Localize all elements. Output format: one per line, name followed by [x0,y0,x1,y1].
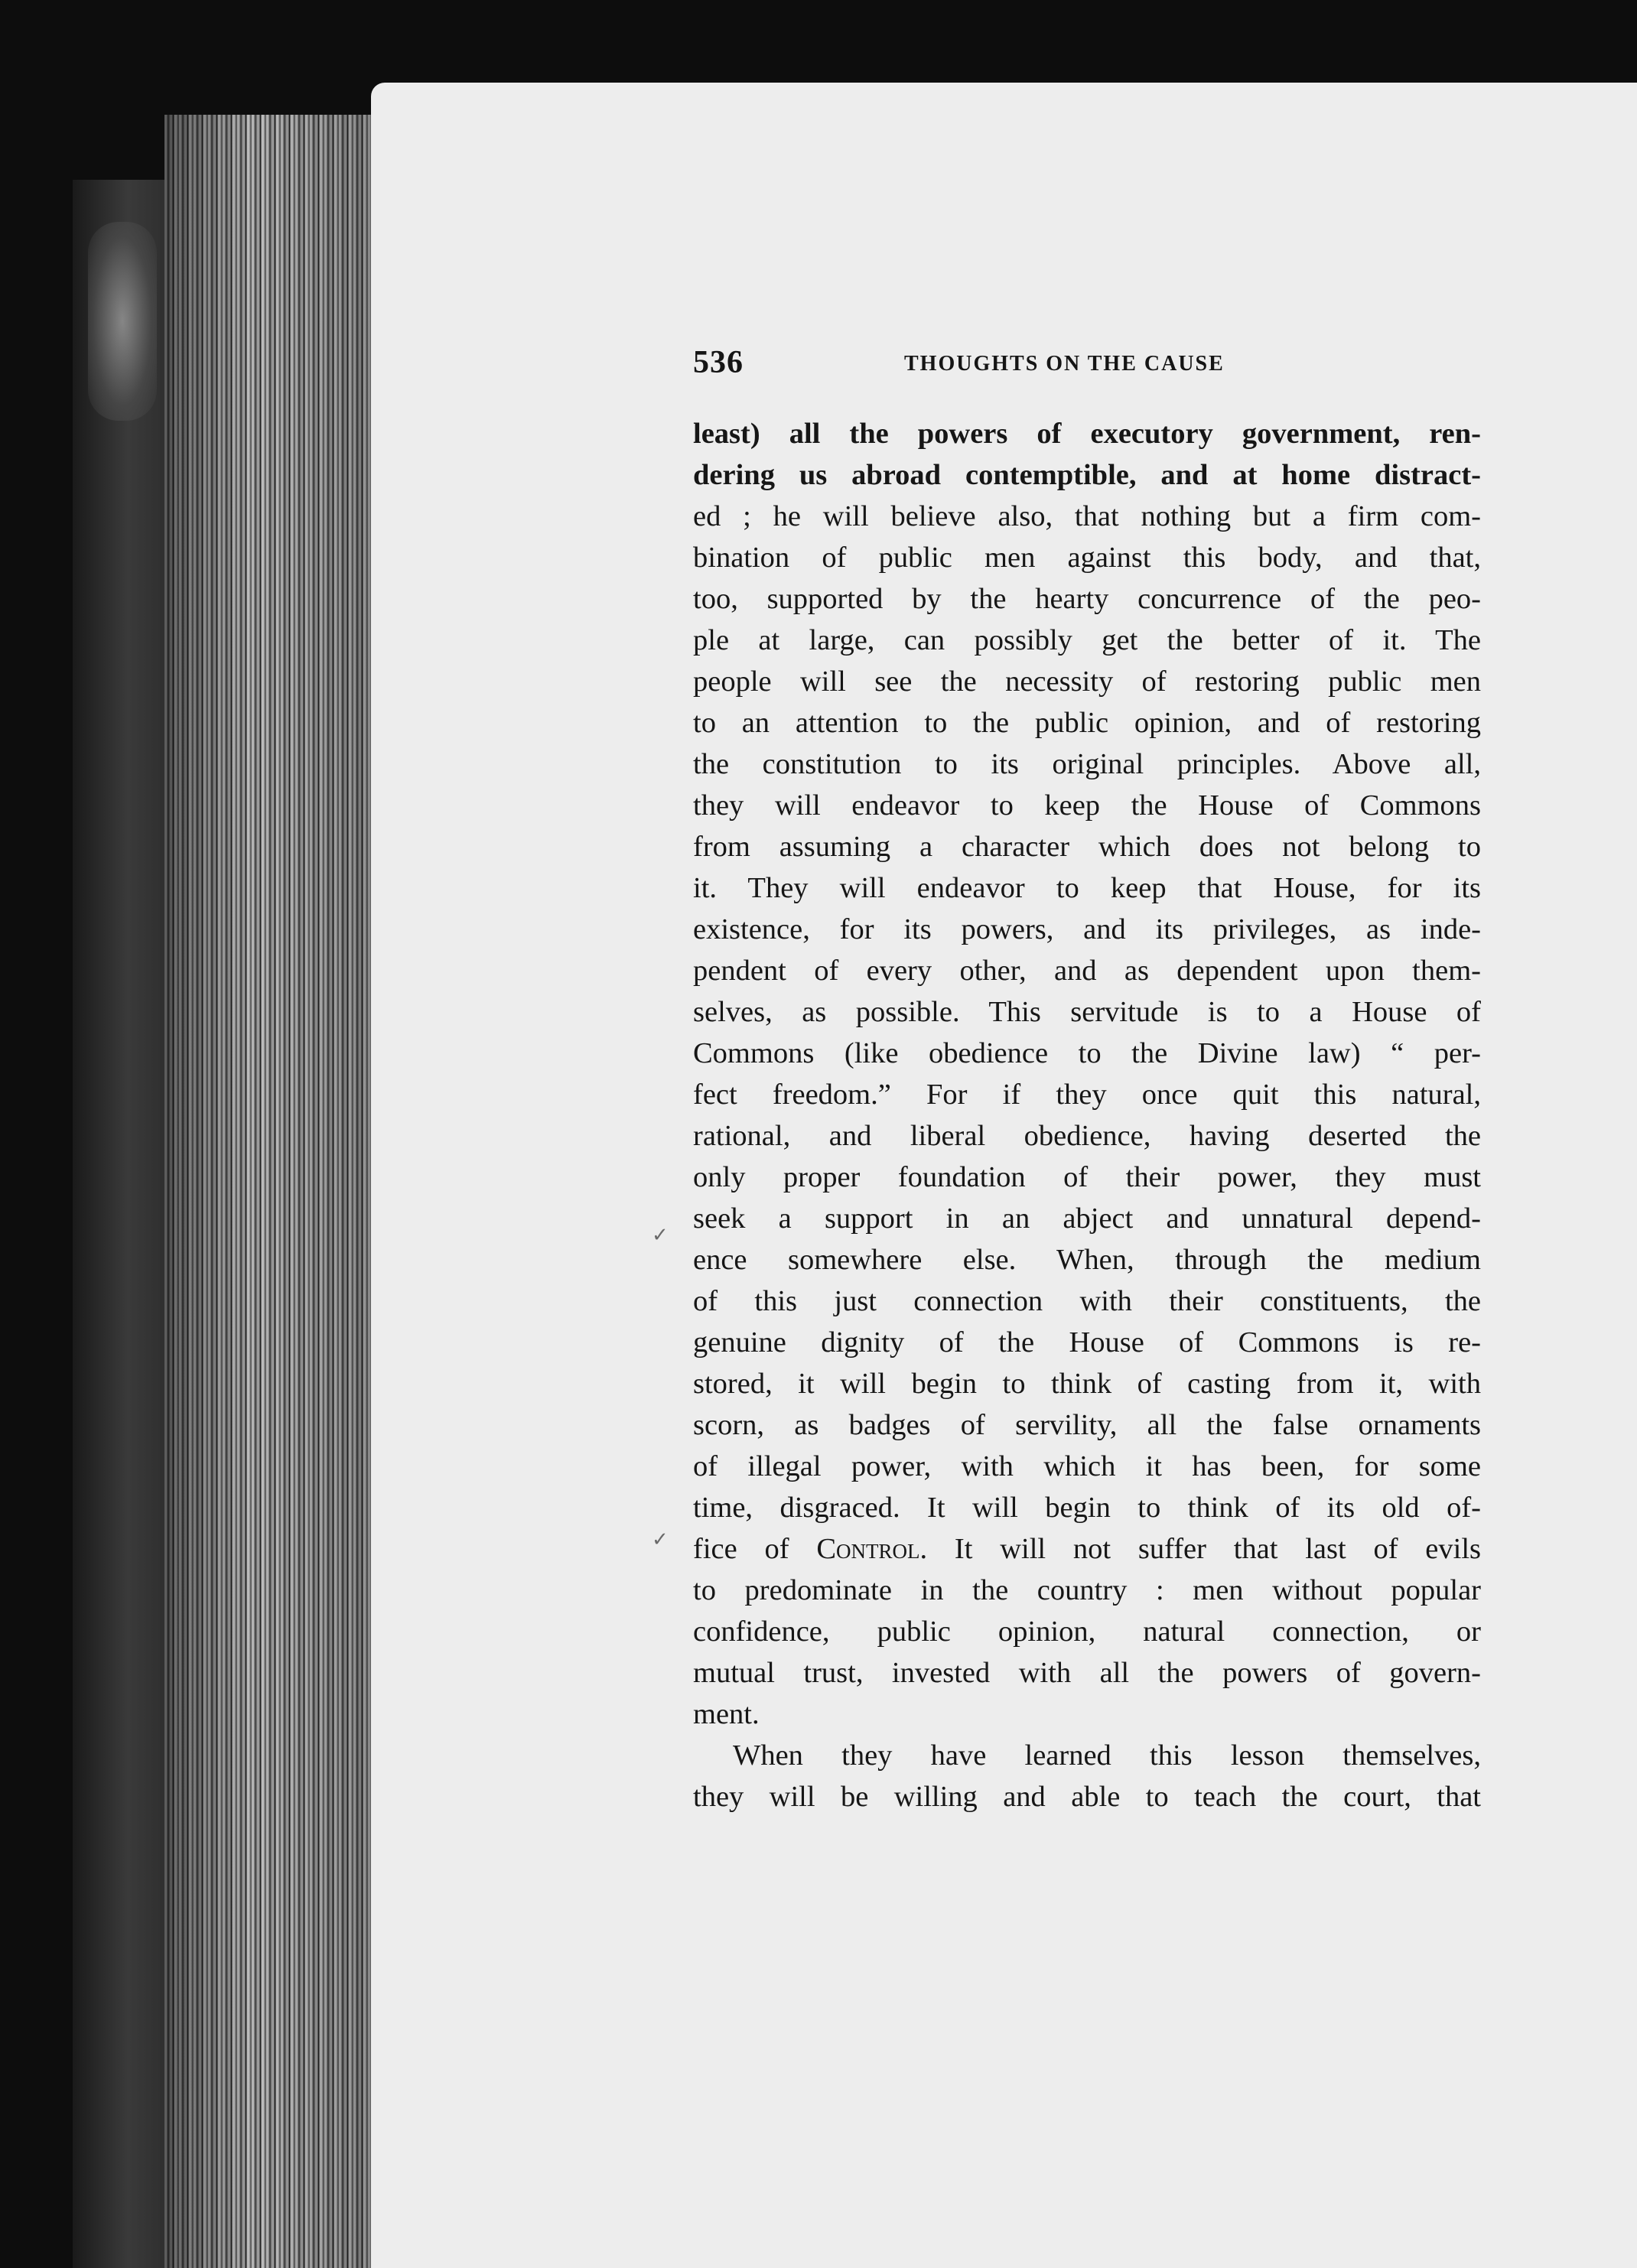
text-line: rational, and liberal obedience, having deserted the [693,1120,1481,1152]
text-fragment: . It will not suffer that last of evils [919,1533,1481,1565]
text-line: bination of public men against this body, and that, [693,542,1481,574]
text-line: least) all the powers of executory government, ren- [693,418,1481,450]
text-line: existence, for its powers, and its privileges, as inde- [693,913,1481,945]
text-line: the constitution to its original principles. Above all, [693,748,1481,780]
text-line: ence somewhere else. When, through the medium [693,1244,1481,1276]
text-line: from assuming a character which does not belong to [693,831,1481,863]
text-line: time, disgraced. It will begin to think of its old of- [693,1492,1481,1524]
text-line: scorn, as badges of servility, all the false ornaments [693,1409,1481,1441]
text-line: selves, as possible. This servitude is to a House of [693,996,1481,1028]
text-line: dering us abroad contemptible, and at home distract- [693,459,1481,491]
page-edges-shadow [164,115,386,2268]
text-line: they will be willing and able to teach the court, that [693,1781,1481,1813]
margin-tick-mark: ✓ [652,1224,669,1247]
text-line: ed ; he will believe also, that nothing but a firm com- [693,500,1481,532]
text-line: pendent of every other, and as dependent upon them- [693,955,1481,987]
body-text [693,413,1481,1817]
text-line: they will endeavor to keep the House of Commons [693,789,1481,822]
text-line: genuine dignity of the House of Commons is re- [693,1326,1481,1359]
text-line: only proper foundation of their power, they must [693,1161,1481,1193]
text-line: people will see the necessity of restoring public men [693,665,1481,698]
text-line: mutual trust, invested with all the powers of govern- [693,1657,1481,1689]
text-line: to an attention to the public opinion, and of restoring [693,707,1481,739]
text-line: Commons (like obedience to the Divine law) “ per- [693,1037,1481,1069]
text-line: of this just connection with their constituents, the [693,1285,1481,1317]
text-line: stored, it will begin to think of casting from it, with [693,1368,1481,1400]
text-line: When they have learned this lesson themselves, [733,1739,1481,1772]
running-head: THOUGHTS ON THE CAUSE [904,352,1225,376]
text-line: seek a support in an abject and unnatural depend- [693,1202,1481,1235]
text-line: ment. [693,1698,760,1730]
page-header [693,344,1466,382]
text-line: ple at large, can possibly get the better of it. The [693,624,1481,656]
cover-glare [88,222,157,421]
text-line-control [693,1528,1481,1570]
text-line: to predominate in the country : men without popular [693,1574,1481,1606]
text-line: confidence, public opinion, natural connection, or [693,1616,1481,1648]
margin-tick-mark: ✓ [652,1528,669,1551]
smallcaps-word: Control [816,1533,920,1565]
text-line: fect freedom.” For if they once quit this natural, [693,1079,1481,1111]
page-number: 536 [693,345,744,380]
text-line: too, supported by the hearty concurrence of the peo- [693,583,1481,615]
text-line: it. They will endeavor to keep that House, for its [693,872,1481,904]
text-fragment: fice of [693,1533,817,1565]
text-line: of illegal power, with which it has been, for some [693,1450,1481,1482]
